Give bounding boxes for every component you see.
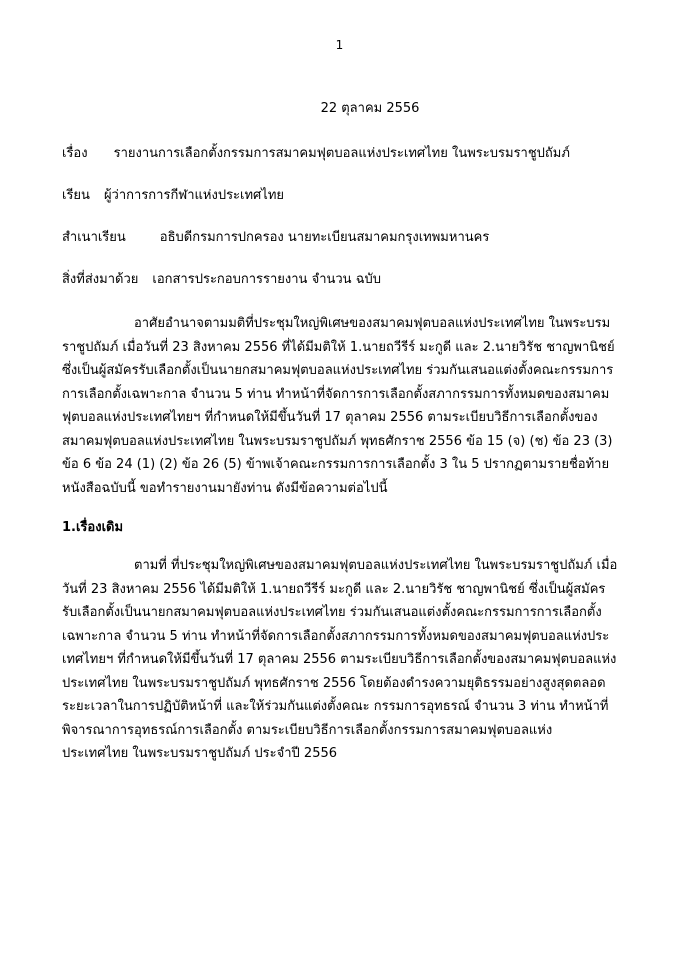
field-enclosure-label: สิ่งที่ส่งมาด้วย (62, 272, 139, 287)
intro-paragraph-block (62, 312, 618, 500)
field-recipient-label: เรียน (62, 188, 90, 203)
field-cc (62, 228, 618, 248)
field-subject (62, 144, 618, 164)
intro-paragraph-text: อาศัยอำนาจตามมติที่ประชุมใหญ่พิเศษของสมาคมฟุตบอลแห่งประเทศไทย ในพระบรมราชูปถัมภ์ เมื่อวันที่ 23 สิงหาคม 2556 ที่ได้มีมติให้ 1.นายถวีรีร์ มะกูดี และ 2.นายวิรัช ชาญพานิชย์ ซึ่งเป็นผู้สมัครรับเลือกตั้งเป็นนายกสมาคมฟุตบอลแห่งประเทศไทย ร่วมกันเสนอแต่งตั้งคณะกรรมการการเลือกตั้งเฉพาะกาล จำนวน 5 ท่าน ทำหน้าที่จัดการการเลือกตั้งสภากรรมการทั้งหมดของสมาคมฟุตบอลแห่งประเทศไทยฯ ที่กำหนดให้มีขึ้นวันที่ 17 ตุลาคม 2556 ตามระเบียบวิธีการเลือกตั้งของสมาคมฟุตบอลแห่งประเทศไทย ในพระบรมราชูปถัมภ์ พุทธศักราช 2556 ข้อ 15 (จ) (ช) ข้อ 23 (3) ข้อ 6 ข้อ 24 (1) (2) ข้อ 26 (5) ข้าพเจ้าคณะกรรมการการเลือกตั้ง 3 ใน 5 ปรากฏตามรายชื่อท้ายหนังสือฉบับนี้ ขอทำรายงานมายังท่าน ดังมีข้อความต่อไปนี้ (62, 316, 615, 496)
section-paragraph (62, 554, 618, 766)
field-enclosure-value: เอกสารประกอบการรายงาน จำนวน ฉบับ (152, 272, 382, 287)
field-cc-label: สำเนาเรียน (62, 230, 126, 245)
field-enclosure (62, 270, 618, 290)
field-recipient (62, 186, 618, 206)
section-paragraph-block (62, 554, 618, 766)
date-line: 22 ตุลาคม 2556 (320, 101, 420, 116)
section-heading: 1.เรื่องเดิม (62, 520, 124, 535)
field-subject-value: รายงานการเลือกตั้งกรรมการสมาคมฟุตบอลแห่งประเทศไทย ในพระบรมราชูปถัมภ์ (113, 146, 570, 161)
intro-paragraph (62, 312, 618, 500)
field-cc-value: อธิบดีกรมการปกครอง นายทะเบียนสมาคมกรุงเทพมหานคร (159, 230, 490, 245)
section-paragraph-text: ตามที่ ที่ประชุมใหญ่พิเศษของสมาคมฟุตบอลแห่งประเทศไทย ในพระบรมราชูปถัมภ์ เมื่อวันที่ 23 สิงหาคม 2556 ได้มีมติให้ 1.นายถวีรีร์ มะกูดี และ 2.นายวิรัช ชาญพานิชย์ ซึ่งเป็นผู้สมัครรับเลือกตั้งเป็นนายกสมาคมฟุตบอลแห่งประเทศไทย ร่วมกันเสนอแต่งตั้งคณะกรรมการการเลือกตั้งเฉพาะกาล จำนวน 5 ท่าน ทำหน้าที่จัดการเลือกตั้งสภากรรมการทั้งหมดของสมาคมฟุตบอลแห่งประเทศไทยฯ ที่กำหนดให้มีขึ้นวันที่ 17 ตุลาคม 2556 ตามระเบียบวิธีการเลือกตั้งของสมาคมฟุตบอลแห่งประเทศไทย ในพระบรมราชูปถัมภ์ พุทธศักราช 2556 โดยต้องดำรงความยุติธรรมอย่างสูงสุดตลอดระยะเวลาในการปฏิบัติหน้าที่ และให้ร่วมกันแต่งตั้งคณะ กรรมการอุทธรณ์ จำนวน 3 ท่าน ทำหน้าที่พิจารณาการอุทธรณ์การเลือกตั้ง ตามระเบียบวิธีการเลือกตั้งกรรมการสมาคมฟุตบอลแห่งประเทศไทย ในพระบรมราชูปถัมภ์ ประจำปี 2556 (62, 558, 618, 761)
field-recipient-value: ผู้ว่าการการกีฬาแห่งประเทศไทย (103, 188, 285, 203)
document-body (62, 100, 618, 784)
field-subject-label: เรื่อง (62, 146, 88, 161)
page-number: 1 (335, 38, 344, 52)
